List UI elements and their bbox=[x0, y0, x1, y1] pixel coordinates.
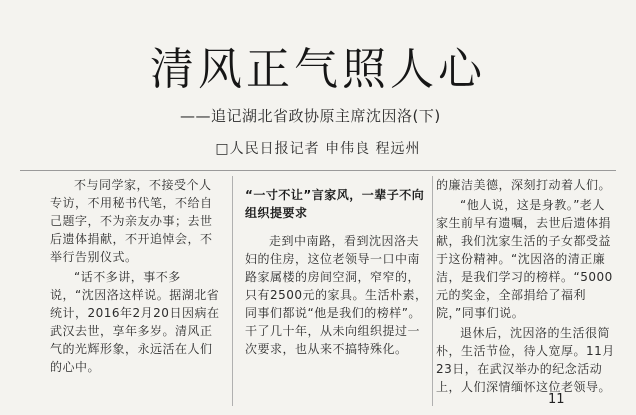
paragraph: 的廉洁美德，深刻打动着人们。 bbox=[436, 178, 612, 192]
column-divider bbox=[432, 176, 433, 406]
article-byline: □人民日报记者 申伟良 程远州 bbox=[215, 141, 421, 157]
article-title: 清风正气照人心 bbox=[150, 44, 486, 95]
header-divider bbox=[20, 170, 616, 171]
paragraph: 退休后，沈因洛的生活很简朴，生活节俭，待人宽厚。11月23日，在武汉举办的纪念活动上，人们深情缅怀这位老领导。 bbox=[436, 326, 615, 394]
text-column-1 bbox=[50, 176, 220, 396]
paragraph: “他人说，这是身教。”老人家生前早有遗嘱，去世后遗体捐献，我们沈家生活的子女都受益于这份精神。“沈因洛的清正廉洁，是我们学习的榜样。“5000元的奖金，全部捐给了福利院，”同事们说。 bbox=[436, 198, 613, 320]
column-divider bbox=[232, 176, 233, 406]
page-number: 11 bbox=[548, 392, 565, 407]
paragraph: 不与同学家，不接受个人专访，不用秘书代笔，不给自己题字，不为亲友办事；去世后遗体捐献，不开追悼会，不举行告别仪式。 bbox=[50, 178, 213, 264]
text-column-3 bbox=[436, 176, 616, 406]
paragraph: 走到中南路，看到沈因洛夫妇的住房，这位老领导一口中南路家属楼的房间空洞，窄窄的，只有2500元的家具。生活朴素，同事们都说“他是我们的榜样”。干了几十年，从未向组织提过一次要求，也从来不搞特殊化。 bbox=[245, 234, 428, 356]
paragraph: “话不多讲，事不多说，“沈因洛这样说。据湖北省统计，2016年2月20日因病在武汉去世，享年多岁。清风正气的光辉形象，永远活在人们的心中。 bbox=[50, 270, 220, 374]
section-heading: “一寸不让”言家风，一辈子不向组织提要求 bbox=[245, 188, 425, 220]
text-column-2 bbox=[245, 176, 430, 406]
article-subtitle: ——追记湖北省政协原主席沈因洛(下) bbox=[180, 107, 441, 125]
